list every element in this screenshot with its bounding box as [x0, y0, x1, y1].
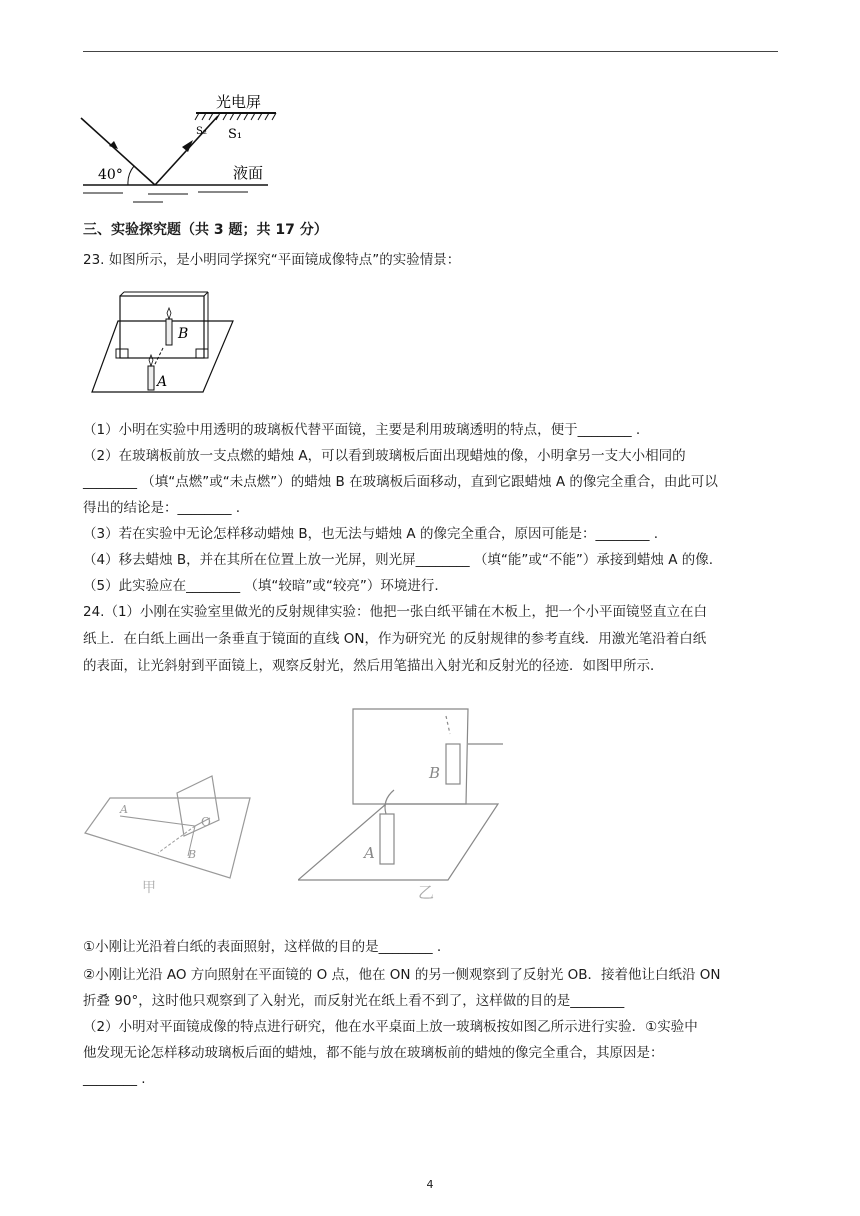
q24-intro-2: 纸上．在白纸上画出一条垂直于镜面的直线 ON，作为研究光 的反射规律的参考直线．用激光笔沿着白纸 [83, 631, 707, 647]
q23-line-6: （4）移去蜡烛 B，并在其所在位置上放一光屏，则光屏________ （填“能”或“不能”）承接到蜡烛 A 的像. [83, 552, 714, 568]
jia-label-a: A [120, 803, 128, 816]
q23-line-4: 得出的结论是：________ . [83, 500, 241, 516]
jia-label-o: O [201, 815, 211, 829]
q24-intro-1: 24.（1）小刚在实验室里做光的反射规律实验：他把一张白纸平铺在木板上，把一个小平面镜竖直立在白 [83, 604, 708, 620]
q23-line-7: （5）此实验应在________ （填“较暗”或“较亮”）环境进行. [83, 578, 439, 594]
q24-after-1: ①小刚让光沿着白纸的表面照射，这样做的目的是________ . [83, 939, 442, 955]
s1-label: S₁ [228, 127, 243, 142]
yi-label-a: A [364, 844, 375, 862]
glass-plate-figure [88, 288, 238, 396]
figure-yi [298, 704, 508, 904]
page-number: 4 [426, 1178, 434, 1191]
q24-after-4: （2）小明对平面镜成像的特点进行研究，他在水平桌面上放一玻璃板按如图乙所示进行实验．①实验中 [83, 1019, 698, 1035]
q24-after-3: 折叠 90°，这时他只观察到了入射光，而反射光在纸上看不到了，这样做的目的是________ [83, 993, 625, 1009]
q23-line-5: （3）若在实验中无论怎样移动蜡烛 B，也无法与蜡烛 A 的像完全重合，原因可能是：________ . [83, 526, 659, 542]
yi-label-b: B [429, 764, 441, 782]
q23-line-3: ________ （填“点燃”或“未点燃”）的蜡烛 B 在玻璃板后面移动，直到它跟蜡烛 A 的像完全重合，由此可以 [83, 474, 718, 490]
figure-jia [80, 768, 280, 898]
angle-label: 40° [98, 167, 123, 183]
header-rule [83, 51, 778, 52]
jia-label-b: B [188, 848, 197, 861]
screen-label: 光电屏 [216, 93, 262, 111]
q24-intro-3: 的表面，让光斜射到平面镜上，观察反射光，然后用笔描出入射光和反射光的径迹．如图甲所示． [83, 658, 664, 674]
q24-after-6: ________ . [83, 1071, 146, 1087]
label-a: A [157, 374, 168, 390]
label-b: B [178, 326, 189, 342]
q23-line-2: （2）在玻璃板前放一支点燃的蜡烛 A，可以看到玻璃板后面出现蜡烛的像，小明拿另一支大小相同的 [83, 448, 686, 464]
q23-line-1: （1）小明在实验中用透明的玻璃板代替平面镜，主要是利用玻璃透明的特点，便于________ . [83, 422, 641, 438]
section-title: 三、实验探究题（共 3 题；共 17 分） [83, 222, 328, 238]
q23-stem: 23. 如图所示，是小明同学探究“平面镜成像特点”的实验情景： [83, 252, 461, 268]
q24-after-2: ②小刚让光沿 AO 方向照射在平面镜的 O 点，他在 ON 的另一侧观察到了反射光 OB．接着他让白纸沿 ON [83, 967, 721, 983]
jia-caption: 甲 [142, 880, 156, 896]
liquid-label: 液面 [233, 164, 264, 182]
s2-label: S₂ [196, 126, 207, 137]
q24-after-5: 他发现无论怎样移动玻璃板后面的蜡烛，都不能与放在玻璃板前的蜡烛的像完全重合，其原因是： [83, 1045, 664, 1061]
yi-caption: 乙 [418, 883, 435, 902]
reflection-liquid-figure [78, 90, 288, 210]
